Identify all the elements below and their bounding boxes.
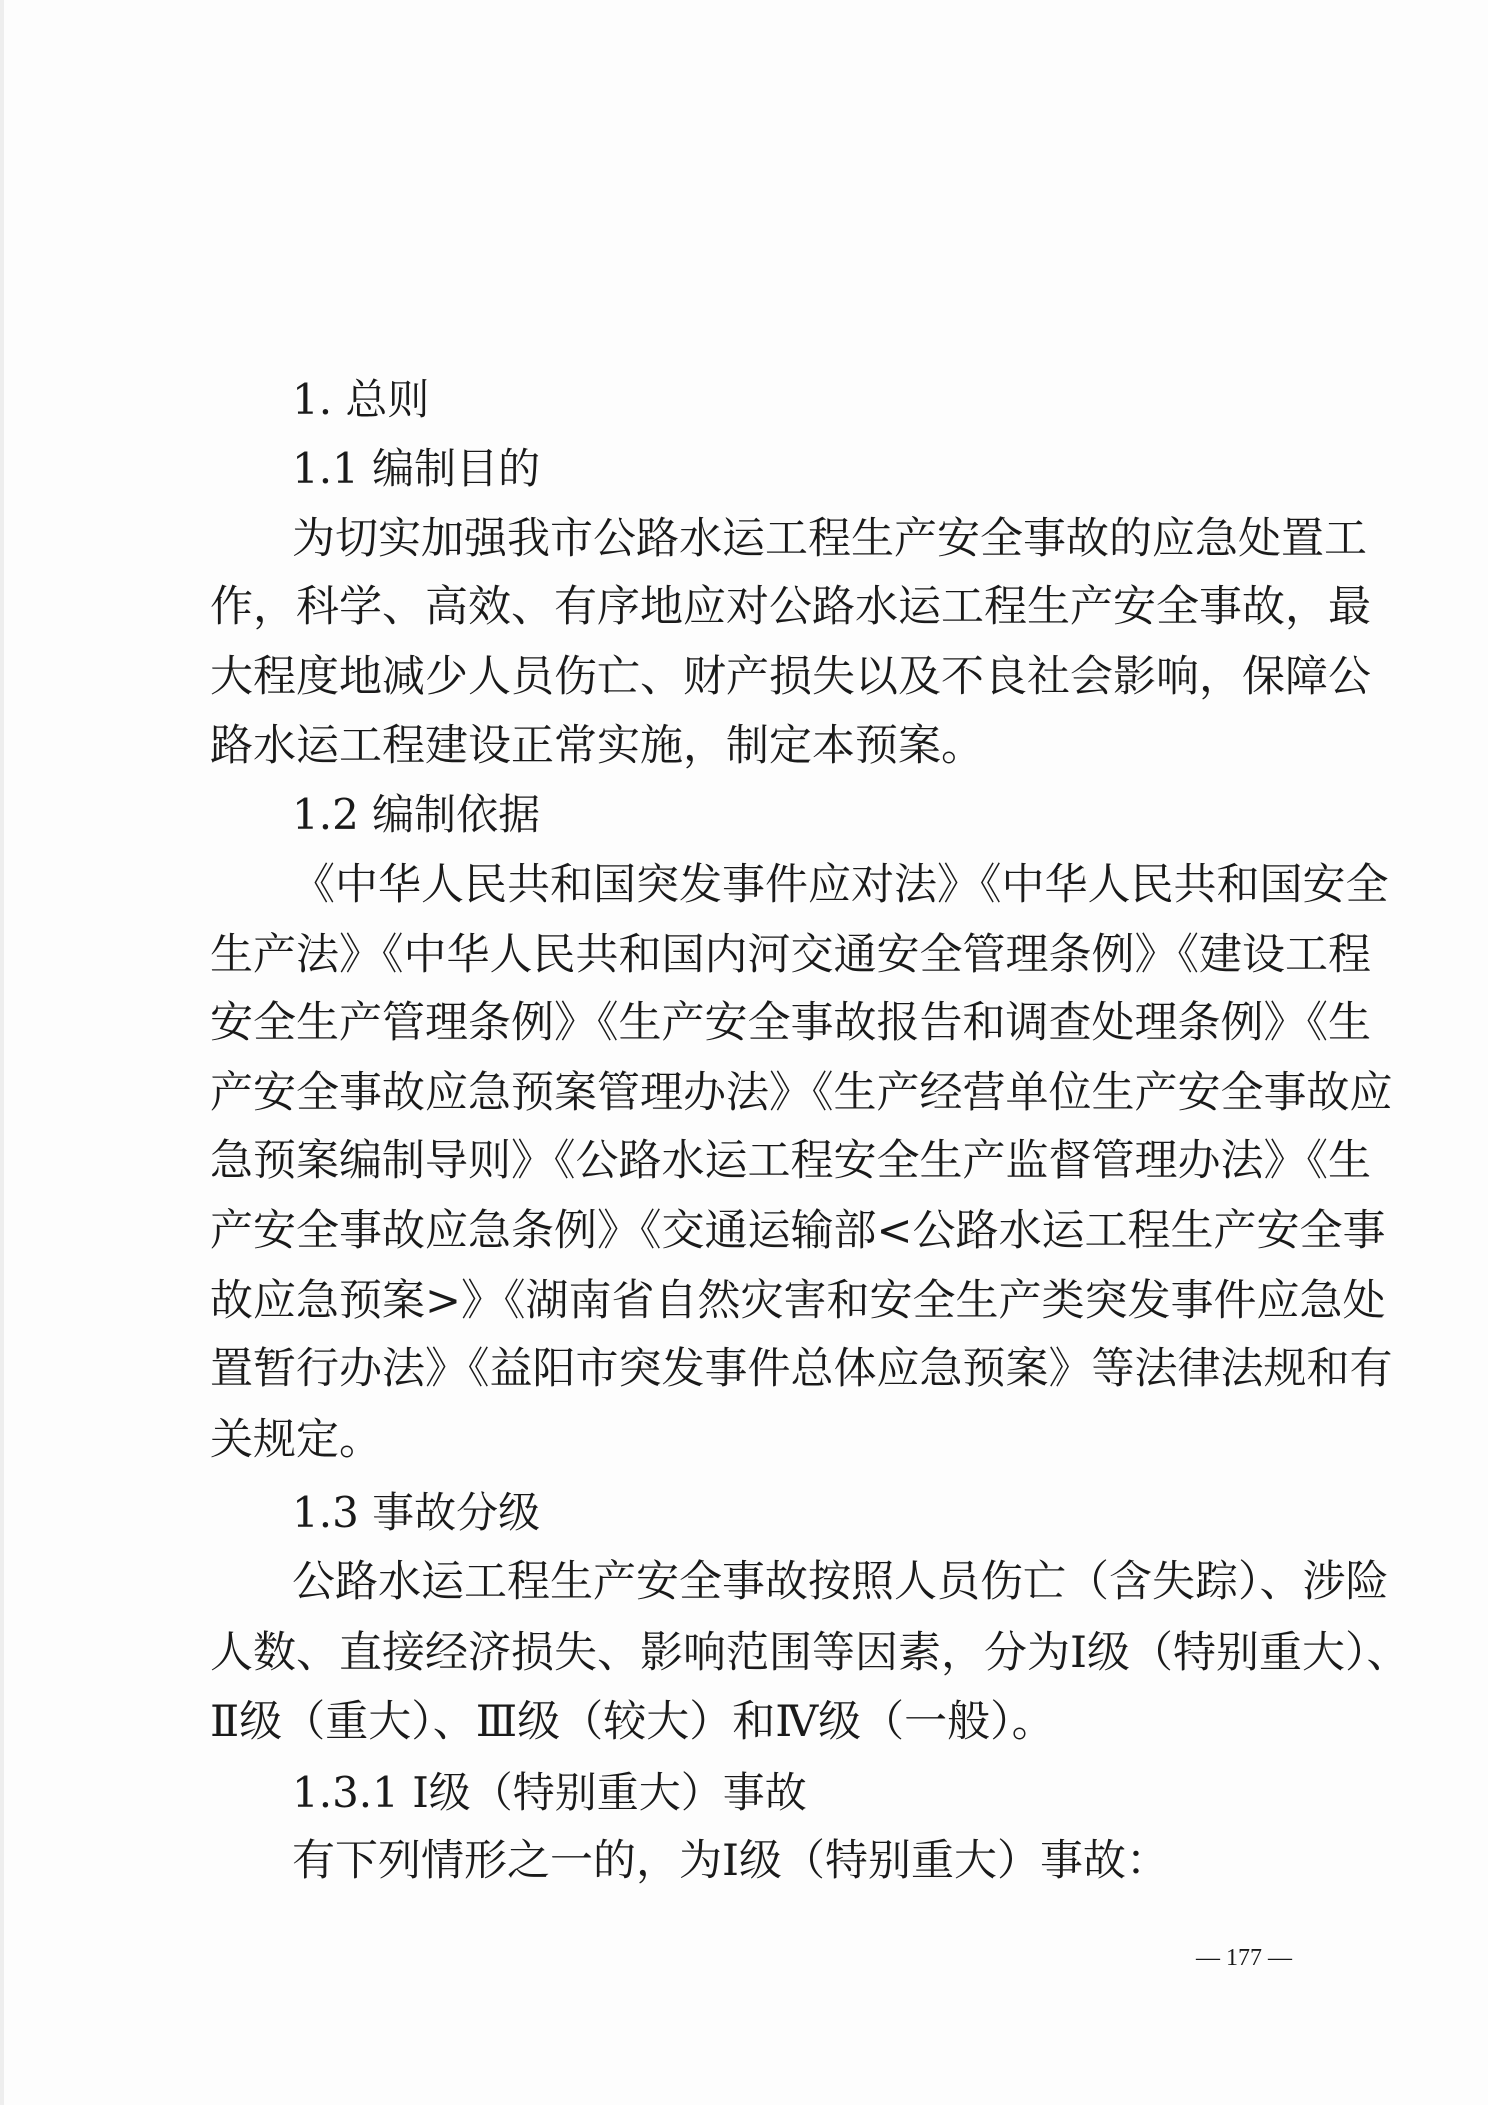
paragraph-line: 关规定。	[210, 1415, 382, 1465]
section-heading-1: 1. 总则	[292, 375, 430, 424]
page-number: — 177 —	[1196, 1945, 1292, 1971]
paragraph-line: 路水运工程建设正常实施，制定本预案。	[210, 721, 984, 771]
paragraph-line: 《中华人民共和国突发事件应对法》《中华人民共和国安全	[292, 860, 1389, 910]
paragraph-line: Ⅱ级（重大）、Ⅲ级（较大）和Ⅳ级（一般）。	[210, 1697, 1055, 1747]
paragraph-line: 作，科学、高效、有序地应对公路水运工程生产安全事故，最	[210, 582, 1371, 632]
paragraph-line: 安全生产管理条例》《生产安全事故报告和调查处理条例》《生	[210, 998, 1371, 1048]
paragraph-line: 有下列情形之一的，为Ⅰ级（特别重大）事故：	[292, 1836, 1169, 1886]
subsection-heading-1-2: 1.2 编制依据	[292, 790, 541, 839]
paragraph-line: 为切实加强我市公路水运工程生产安全事故的应急处置工	[292, 514, 1367, 564]
subsection-heading-1-1: 1.1 编制目的	[292, 444, 541, 493]
paragraph-line: 置暂行办法》《益阳市突发事件总体应急预案》等法律法规和有	[210, 1344, 1393, 1394]
subsection-heading-1-3: 1.3 事故分级	[292, 1488, 541, 1537]
paragraph-line: 产安全事故应急预案管理办法》《生产经营单位生产安全事故应	[210, 1068, 1393, 1118]
paragraph-line: 生产法》《中华人民共和国内河交通安全管理条例》《建设工程	[210, 930, 1371, 980]
subsection-heading-1-3-1: 1.3.1 Ⅰ级（特别重大）事故	[292, 1768, 807, 1817]
scan-edge	[0, 0, 4, 2105]
paragraph-line: 产安全事故应急条例》《交通运输部<公路水运工程生产安全事	[210, 1206, 1386, 1256]
paragraph-line: 人数、直接经济损失、影响范围等因素，分为Ⅰ级（特别重大）、	[210, 1628, 1410, 1678]
paragraph-line: 故应急预案>》《湖南省自然灾害和安全生产类突发事件应急处	[210, 1276, 1386, 1326]
paragraph-line: 大程度地减少人员伤亡、财产损失以及不良社会影响，保障公	[210, 652, 1371, 702]
paragraph-line: 急预案编制导则》《公路水运工程安全生产监督管理办法》《生	[210, 1136, 1371, 1186]
paragraph-line: 公路水运工程生产安全事故按照人员伤亡（含失踪）、涉险	[292, 1557, 1389, 1607]
